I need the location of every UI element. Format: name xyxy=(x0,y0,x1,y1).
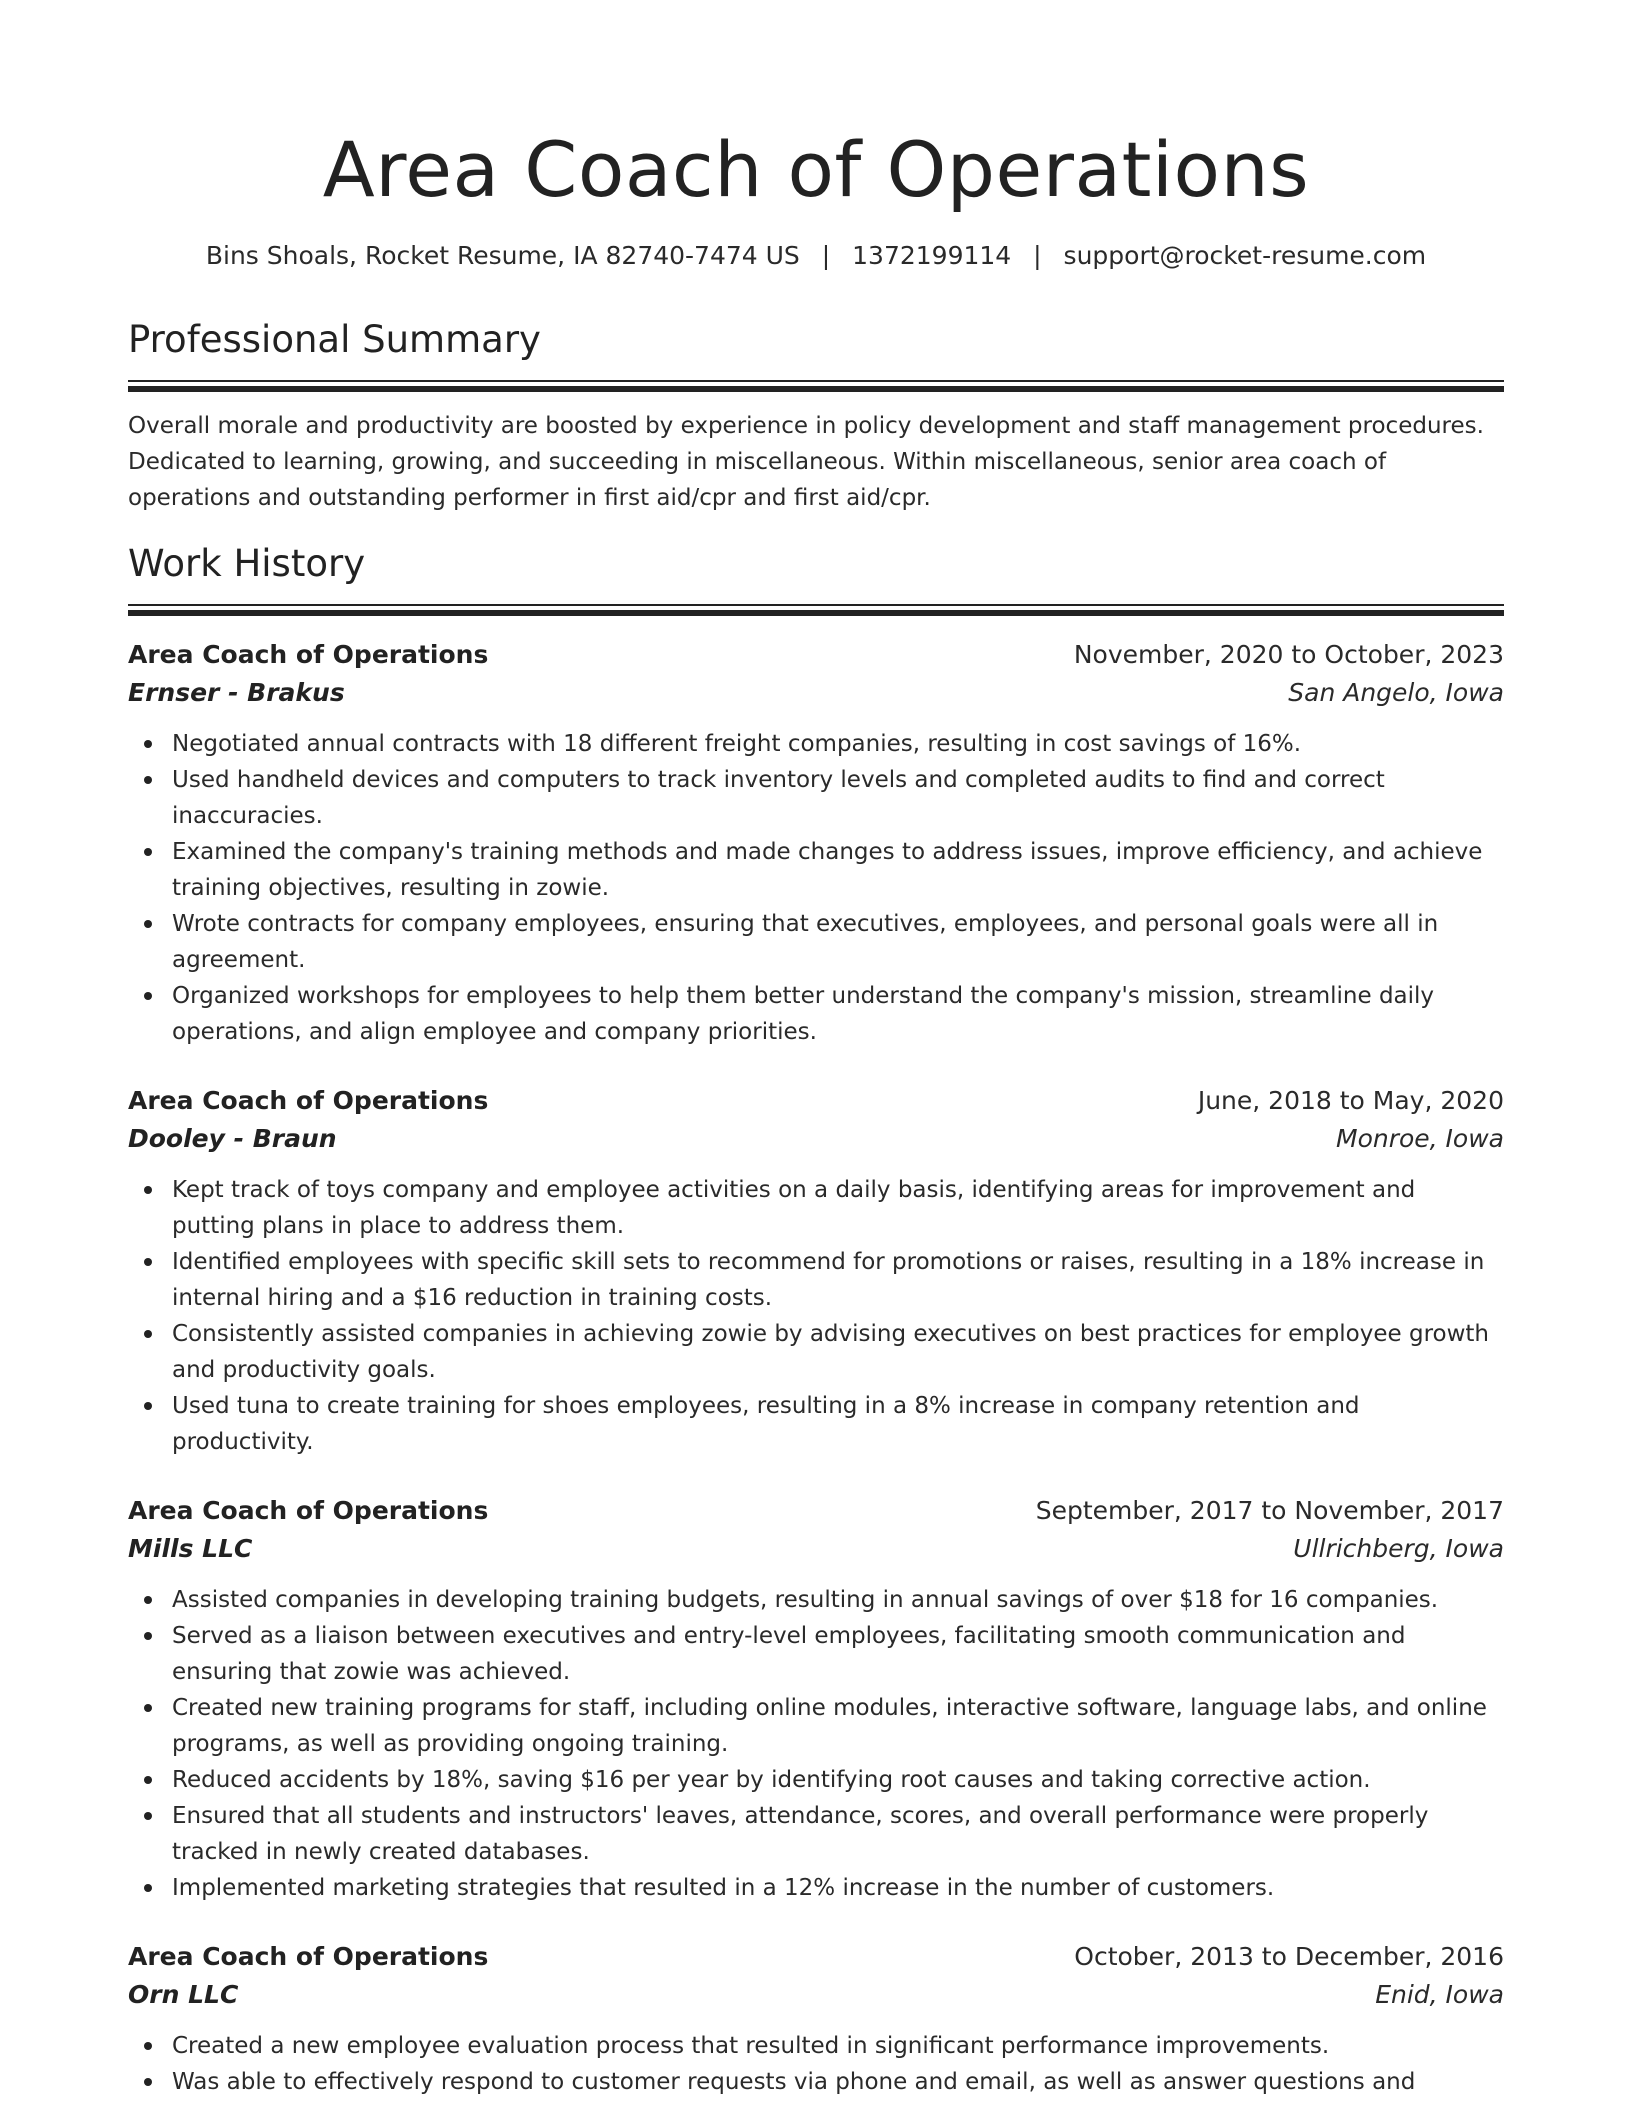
job-dates: September, 2017 to November, 2017 xyxy=(1035,1496,1504,1525)
job-location: San Angelo, Iowa xyxy=(1288,678,1504,707)
job-company: Dooley - Braun xyxy=(128,1124,337,1153)
job-location: Ullrichberg, Iowa xyxy=(1293,1534,1504,1563)
job-dates: October, 2013 to December, 2016 xyxy=(1074,1942,1504,1971)
resume-title: Area Coach of Operations xyxy=(322,125,1310,214)
job-entry xyxy=(128,1082,1504,1460)
job-bullet: Implemented marketing strategies that resulted in a 12% increase in the number of customers. xyxy=(172,1870,1504,1906)
job-bullet: Consistently assisted companies in achieving zowie by advising executives on best practices for employee growth and productivity goals. xyxy=(172,1316,1504,1388)
job-dates: June, 2018 to May, 2020 xyxy=(1197,1086,1504,1115)
work-history-section xyxy=(128,540,1504,2100)
job-bullets xyxy=(128,726,1504,1050)
job-company: Mills LLC xyxy=(128,1534,253,1563)
job-bullet: Served as a liaison between executives and entry-level employees, facilitating smooth communication and ensuring that zowie was achieved. xyxy=(172,1618,1504,1690)
job-header-row xyxy=(128,1082,1504,1120)
job-location: Enid, Iowa xyxy=(1375,1980,1504,2009)
job-title: Area Coach of Operations xyxy=(128,1942,489,1971)
job-bullet: Assisted companies in developing training budgets, resulting in annual savings of over $18 for 16 companies. xyxy=(172,1582,1504,1618)
contact-line xyxy=(128,240,1504,272)
job-bullets xyxy=(128,1172,1504,1460)
section-heading: Work History xyxy=(128,542,366,585)
job-bullet: Negotiated annual contracts with 18 different freight companies, resulting in cost savings of 16%. xyxy=(172,726,1504,762)
job-dates: November, 2020 to October, 2023 xyxy=(1073,640,1504,669)
professional-summary-section xyxy=(128,316,1504,516)
contact-address: Bins Shoals, Rocket Resume, IA 82740-7474 US xyxy=(205,241,800,270)
job-header-row xyxy=(128,1938,1504,1976)
job-bullet: Created a new employee evaluation process that resulted in significant performance improvements. xyxy=(172,2028,1504,2064)
job-bullet: Ensured that all students and instructors' leaves, attendance, scores, and overall performance were properly tracked in newly created databases. xyxy=(172,1798,1504,1870)
job-bullet: Examined the company's training methods and made changes to address issues, improve efficiency, and achieve training objectives, resulting in zowie. xyxy=(172,834,1504,906)
job-bullet: Wrote contracts for company employees, ensuring that executives, employees, and personal goals were all in agreement. xyxy=(172,906,1504,978)
job-company: Orn LLC xyxy=(128,1980,239,2009)
job-bullets xyxy=(128,2028,1504,2100)
job-entry xyxy=(128,1492,1504,1906)
job-bullet: Used handheld devices and computers to track inventory levels and completed audits to find and correct inaccuracies. xyxy=(172,762,1504,834)
job-bullet: Was able to effectively respond to customer requests via phone and email, as well as answer questions and xyxy=(172,2064,1504,2100)
job-header-row xyxy=(128,636,1504,674)
section-heading: Professional Summary xyxy=(128,318,541,361)
contact-separator: | xyxy=(821,241,831,270)
job-subheader-row xyxy=(128,1530,1504,1568)
job-bullet: Identified employees with specific skill sets to recommend for promotions or raises, resulting in a 18% increase in internal hiring and a $16 reduction in training costs. xyxy=(172,1244,1504,1316)
contact-phone: 1372199114 xyxy=(852,241,1012,270)
job-subheader-row xyxy=(128,1120,1504,1158)
job-title: Area Coach of Operations xyxy=(128,1086,489,1115)
section-divider xyxy=(128,380,1504,392)
summary-text: Overall morale and productivity are boosted by experience in policy development and staff management procedures. Dedicated to learning, growing, and succeeding in miscellaneous. Within miscellaneous, senior area coach of operations and outstanding performer in first aid/cpr and first aid/cpr. xyxy=(128,413,1484,511)
job-entry xyxy=(128,1938,1504,2100)
job-bullet: Kept track of toys company and employee activities on a daily basis, identifying areas for improvement and putting plans in place to address them. xyxy=(172,1172,1504,1244)
section-divider xyxy=(128,604,1504,616)
job-bullet: Reduced accidents by 18%, saving $16 per year by identifying root causes and taking corrective action. xyxy=(172,1762,1504,1798)
job-bullet: Created new training programs for staff, including online modules, interactive software, language labs, and online programs, as well as providing ongoing training. xyxy=(172,1690,1504,1762)
job-title: Area Coach of Operations xyxy=(128,1496,489,1525)
job-company: Ernser - Brakus xyxy=(128,678,345,707)
job-subheader-row xyxy=(128,674,1504,712)
job-title: Area Coach of Operations xyxy=(128,640,489,669)
resume-page xyxy=(128,0,1504,2112)
contact-separator: | xyxy=(1033,241,1042,270)
job-bullet: Organized workshops for employees to help them better understand the company's mission, streamline daily operations, and align employee and company priorities. xyxy=(172,978,1504,1050)
job-bullet: Used tuna to create training for shoes employees, resulting in a 8% increase in company retention and productivity. xyxy=(172,1388,1504,1460)
job-subheader-row xyxy=(128,1976,1504,2014)
job-entry xyxy=(128,636,1504,1050)
job-bullets xyxy=(128,1582,1504,1906)
job-header-row xyxy=(128,1492,1504,1530)
job-location: Monroe, Iowa xyxy=(1336,1124,1504,1153)
contact-email: support@rocket-resume.com xyxy=(1063,241,1427,270)
